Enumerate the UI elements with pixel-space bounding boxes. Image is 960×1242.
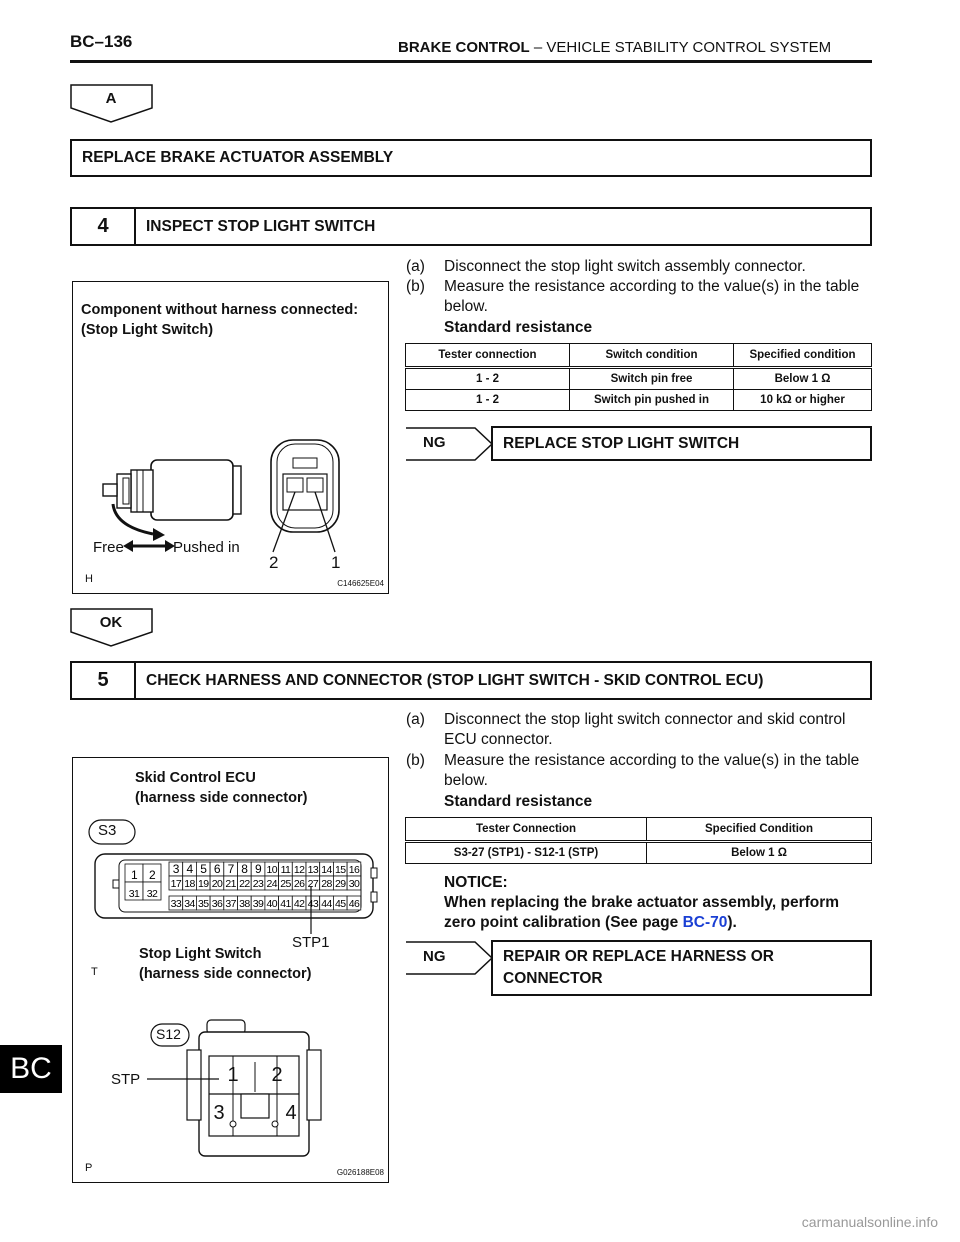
section-side-tab: BC [0,1045,62,1093]
section-title: BRAKE CONTROL [398,39,530,56]
figure-caption-line1: Component without harness connected: [81,302,359,318]
table-cell: Switch pin pushed in [570,390,734,411]
ecu-pin: 44 [321,898,332,910]
step-5-title: CHECK HARNESS AND CONNECTOR (STOP LIGHT SWITCH - SKID CONTROL ECU) [146,671,764,689]
ecu-pin: 10 [266,864,277,876]
ecu-pin: 13 [307,864,319,876]
table-cell: 10 kΩ or higher [734,390,872,411]
ecu-pin: 43 [307,898,319,910]
ecu-pin: 40 [266,898,277,910]
ecu-pin: 39 [252,898,264,910]
stop-light-switch-figure [72,281,389,594]
step-4-a-label: (a) [406,258,425,275]
table-row [406,390,872,411]
t-marker: T [91,966,98,978]
step-4-b-label: (b) [406,278,425,295]
notice-end: ). [727,914,737,931]
ecu-pin: 9 [255,862,262,876]
free-label: Free [93,539,124,556]
ecu-pin: 6 [213,862,220,876]
figure-code: G026188E08 [336,1168,384,1177]
sls-label-line1: Stop Light Switch [139,946,262,962]
table-row [406,842,872,864]
ecu-pin: 33 [170,898,182,910]
ecu-pin: 31 [128,888,140,900]
step-4-standard: Standard resistance [444,319,593,336]
figure-corner-letter: H [85,573,93,585]
ecu-pin: 38 [239,898,250,910]
ecu-pin: 1 [130,868,138,882]
ecu-pin: 8 [241,862,248,876]
header-separator: – [529,39,547,56]
step-5-spec-table [405,817,872,864]
ecu-label-line1: Skid Control ECU [135,770,256,786]
table-cell: Below 1 Ω [647,842,872,864]
table-cell: Below 1 Ω [734,368,872,390]
ecu-pin: 4 [186,862,193,876]
table-header: Switch condition [570,344,734,368]
result-tag-ok [70,608,152,638]
ecu-pin: 41 [280,898,291,910]
pin-1-label: 1 [331,553,341,572]
ecu-pin: 16 [348,864,360,876]
step-5-standard: Standard resistance [444,793,593,810]
s12-label: S12 [156,1026,181,1042]
result-tag-ng-2 [405,941,491,975]
ecu-pin: 2 [148,868,156,882]
result-tag-a [70,84,152,114]
ecu-pin: 23 [252,878,264,890]
ecu-pin: 20 [211,878,223,890]
stp1-label: STP1 [292,934,330,951]
page-header-title [398,39,831,56]
step-5-header [70,661,872,700]
ecu-label-line2: (harness side connector) [135,790,308,806]
step-5-b-text: Measure the resistance according to the value(s) in the table below. [444,752,860,789]
table-header: Tester connection [406,344,570,368]
ecu-pin: 7 [227,862,234,876]
ecu-pin: 35 [198,898,209,910]
ecu-pin: 36 [211,898,223,910]
ecu-pin: 26 [293,878,305,890]
ecu-pin: 25 [280,878,291,890]
watermark: carmanualsonline.info [801,1214,938,1230]
step-5-number: 5 [72,663,136,698]
step-4-spec-table [405,343,872,411]
ecu-pin: 12 [293,864,305,876]
result-tag-ng-1-label: NG [423,434,446,451]
header-rule [70,60,872,63]
replace-actuator-text: REPLACE BRAKE ACTUATOR ASSEMBLY [82,149,394,166]
table-cell: 1 - 2 [406,368,570,390]
ecu-pin: 19 [198,878,209,890]
result-tag-ok-label: OK [99,614,123,631]
table-cell: Switch pin free [570,368,734,390]
step-4-title: INSPECT STOP LIGHT SWITCH [146,217,376,235]
figure-corner-letter: P [85,1162,93,1174]
repair-harness-line1: REPAIR OR REPLACE HARNESS OR [503,948,774,965]
ecu-pin: 24 [266,878,277,890]
sw-pin-2: 2 [271,1064,283,1086]
figure-caption-line2: (Stop Light Switch) [81,322,214,338]
result-tag-ng-2-label: NG [423,948,446,965]
step-4-header [70,207,872,246]
table-header: Tester Connection [406,818,647,842]
result-tag-ng-1 [405,427,491,461]
sls-label-line2: (harness side connector) [139,966,312,982]
table-header: Specified Condition [647,818,872,842]
repair-harness-box [491,940,872,996]
ecu-pin: 18 [184,878,195,890]
table-header: Specified condition [734,344,872,368]
ecu-pin: 5 [200,862,207,876]
step-4-a-text: Disconnect the stop light switch assembly connector. [444,258,806,275]
sw-pin-3: 3 [213,1102,225,1124]
table-row [406,368,872,390]
pin-2-label: 2 [269,553,279,572]
ecu-pin: 11 [280,864,291,876]
s3-label: S3 [98,822,117,839]
ecu-pin: 30 [348,878,360,890]
replace-actuator-box [70,139,872,177]
ecu-pin: 45 [335,898,346,910]
subsection-title: VEHICLE STABILITY CONTROL SYSTEM [546,39,832,56]
figure-code: C146625E04 [337,579,384,588]
step-5-b-label: (b) [406,752,425,769]
step-4-b-text: Measure the resistance according to the value(s) in the table below. [444,278,860,315]
ecu-pin: 3 [172,862,179,876]
stp-label: STP [111,1071,141,1088]
ecu-pin: 46 [348,898,360,910]
table-cell: S3-27 (STP1) - S12-1 (STP) [406,842,647,864]
ecu-pin: 42 [293,898,305,910]
replace-switch-box [491,426,872,461]
ecu-pin: 14 [321,864,332,876]
ecu-pin: 15 [335,864,346,876]
result-tag-a-label: A [105,90,117,107]
table-cell: 1 - 2 [406,390,570,411]
step-5-a-label: (a) [406,711,425,728]
notice-title: NOTICE: [444,874,508,891]
ecu-pin: 21 [225,878,236,890]
replace-switch-text: REPLACE STOP LIGHT SWITCH [503,434,740,452]
ecu-pin: 34 [184,898,195,910]
ecu-pin: 17 [170,878,182,890]
ecu-pin: 29 [335,878,346,890]
ecu-pin: 32 [146,888,158,900]
notice-text: When replacing the brake actuator assembly, perform zero point calibration (See page [444,894,840,931]
notice-page-link[interactable]: BC-70 [682,914,728,931]
step-5-a-text: Disconnect the stop light switch connector and skid control ECU connector. [444,711,846,748]
ecu-pin: 27 [307,878,319,890]
step-4-number: 4 [72,209,136,244]
harness-connector-figure [72,757,389,1183]
sw-pin-1: 1 [227,1064,239,1086]
page-code: BC–136 [70,32,133,51]
repair-harness-line2: CONNECTOR [503,970,603,987]
ecu-pin: 22 [239,878,250,890]
ecu-pin: 28 [321,878,332,890]
ecu-pin: 37 [225,898,236,910]
sw-pin-4: 4 [285,1102,297,1124]
notice-block [444,873,864,933]
pushed-in-label: Pushed in [173,539,240,556]
